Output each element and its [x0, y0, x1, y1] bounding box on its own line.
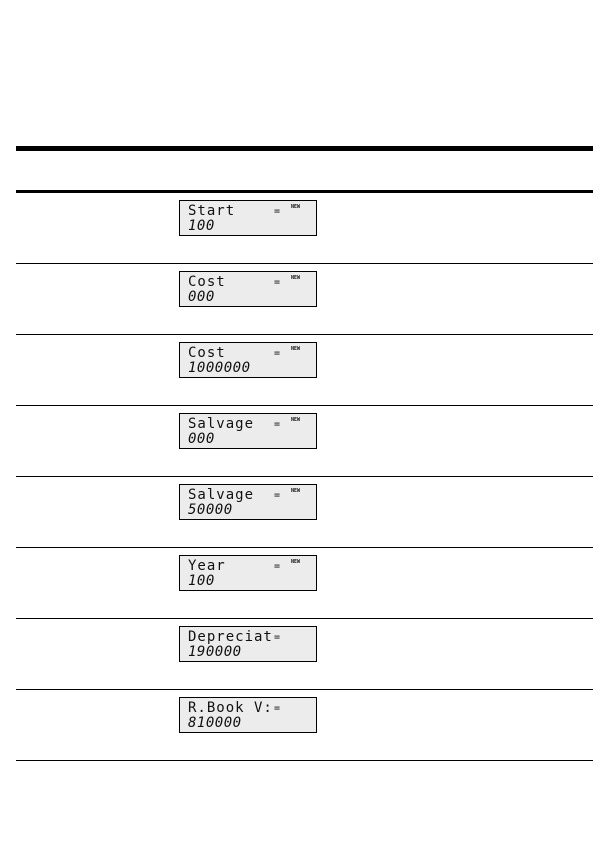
table-row	[16, 264, 593, 335]
lcd-label: Year	[188, 558, 226, 574]
lcd-label: Start	[188, 203, 236, 219]
lcd-label: Depreciat	[188, 629, 273, 645]
lcd-display	[179, 342, 317, 378]
lcd-display	[179, 484, 317, 520]
table-row	[16, 193, 593, 264]
lcd-value: 000	[188, 431, 215, 447]
lcd-label: Salvage	[188, 487, 255, 503]
lcd-display	[179, 697, 317, 733]
lcd-label: Cost	[188, 345, 226, 361]
lcd-annunciator: NEW	[291, 417, 301, 423]
table-row	[16, 690, 593, 761]
lcd-equals: =	[274, 206, 281, 217]
keystroke-table	[16, 193, 593, 761]
table-row	[16, 548, 593, 619]
lcd-display	[179, 200, 317, 236]
lcd-annunciator: NEW	[291, 204, 301, 210]
lcd-display	[179, 413, 317, 449]
lcd-equals: =	[274, 348, 281, 359]
lcd-value: 100	[188, 218, 215, 234]
table-top-rule	[16, 146, 593, 151]
lcd-equals: =	[274, 277, 281, 288]
lcd-display	[179, 271, 317, 307]
table-row	[16, 335, 593, 406]
lcd-annunciator: NEW	[291, 559, 301, 565]
table-row	[16, 619, 593, 690]
lcd-label: Cost	[188, 274, 226, 290]
lcd-equals: =	[274, 703, 281, 714]
lcd-display	[179, 555, 317, 591]
lcd-display	[179, 626, 317, 662]
lcd-annunciator: NEW	[291, 488, 301, 494]
lcd-value: 50000	[188, 502, 233, 518]
lcd-equals: =	[274, 490, 281, 501]
table-row	[16, 406, 593, 477]
lcd-value: 1000000	[188, 360, 251, 376]
lcd-label: R.Book V:	[188, 700, 273, 716]
table-row	[16, 477, 593, 548]
lcd-value: 100	[188, 573, 215, 589]
lcd-equals: =	[274, 419, 281, 430]
lcd-value: 000	[188, 289, 215, 305]
lcd-equals: =	[274, 632, 281, 643]
lcd-annunciator: NEW	[291, 275, 301, 281]
lcd-value: 810000	[188, 715, 242, 731]
lcd-value: 190000	[188, 644, 242, 660]
lcd-annunciator: NEW	[291, 346, 301, 352]
lcd-equals: =	[274, 561, 281, 572]
lcd-label: Salvage	[188, 416, 255, 432]
